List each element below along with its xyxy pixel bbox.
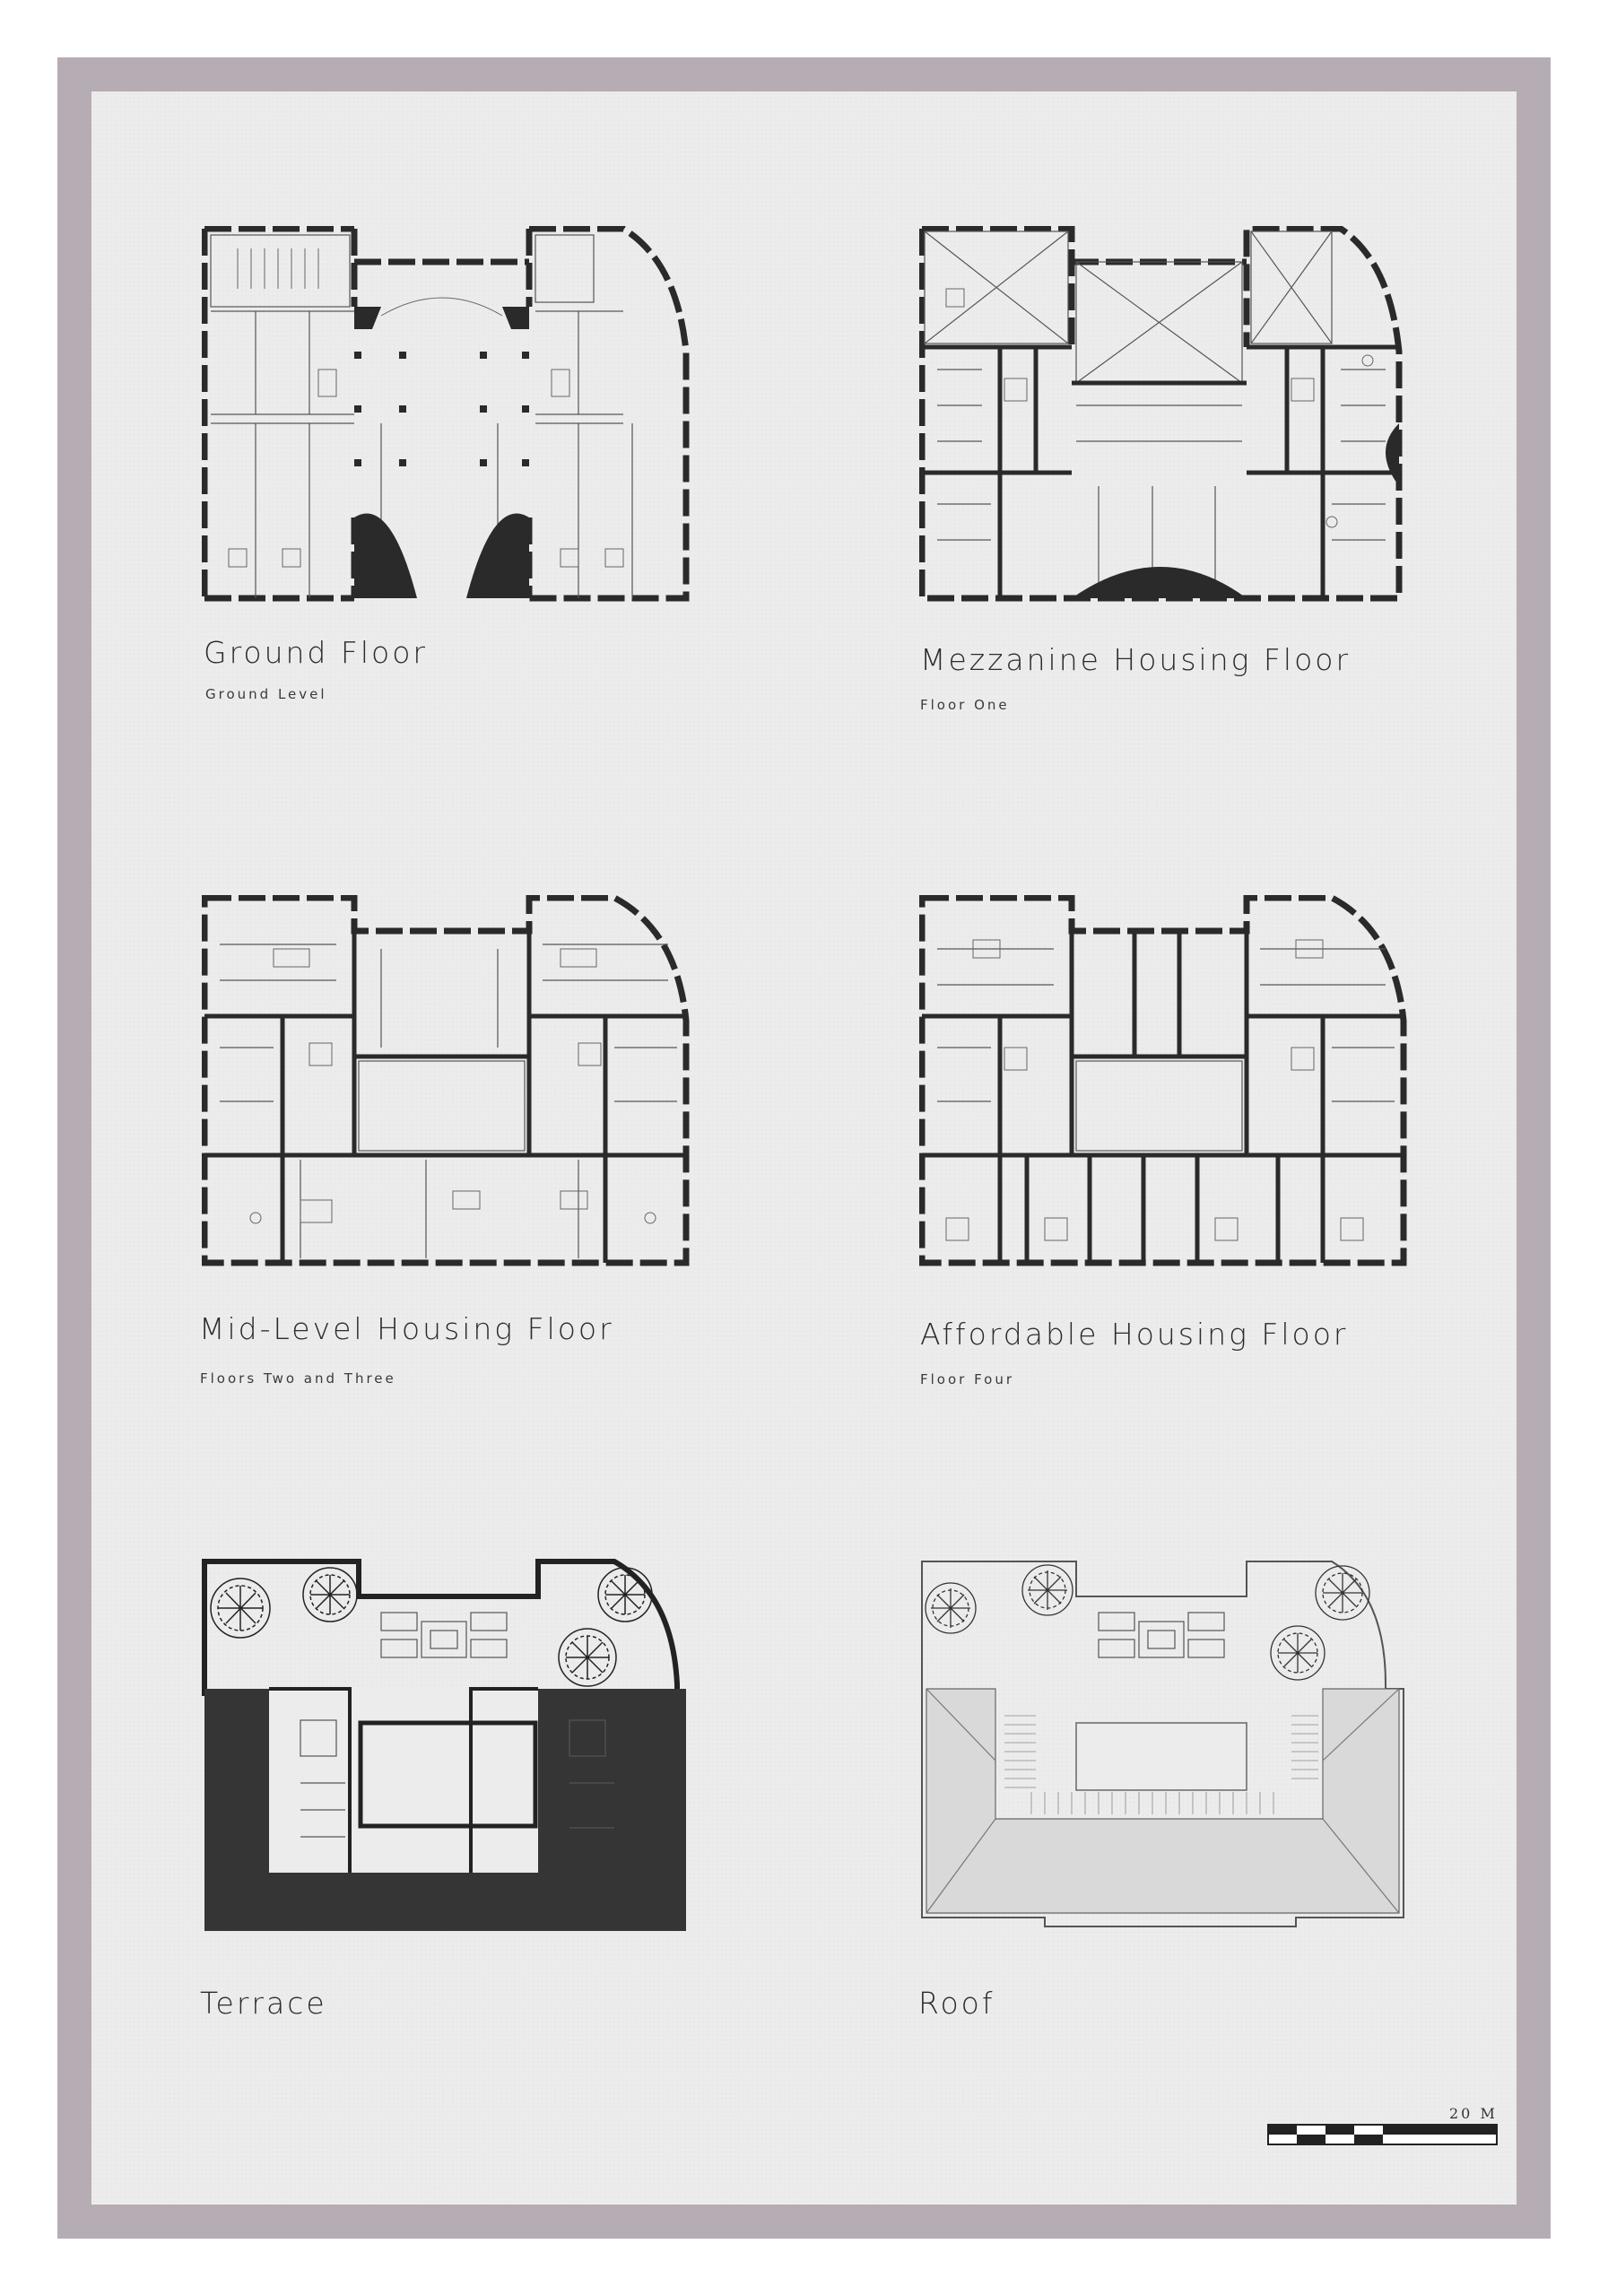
affordable-floor-plan <box>919 895 1412 1272</box>
drawing-subtitle: Ground Level <box>205 686 327 702</box>
drawing-title: Mezzanine Housing Floor <box>920 642 1352 677</box>
roof-plan <box>919 1559 1412 1935</box>
scale-bar <box>1267 2124 1498 2147</box>
drawing-title: Mid-Level Housing Floor <box>199 1311 614 1346</box>
terrace-plan <box>202 1559 695 1935</box>
drawing-title: Ground Floor <box>204 635 428 670</box>
drawing-subtitle: Floor Four <box>920 1371 1015 1387</box>
drawing-title: Terrace <box>200 1986 327 2021</box>
drawing-title: Roof <box>918 1986 995 2021</box>
scale-bar-label: 20 M <box>1449 2105 1498 2122</box>
ground-floor-plan <box>202 226 695 603</box>
drawing-title: Affordable Housing Floor <box>920 1317 1349 1352</box>
mid-level-floor-plan <box>202 895 695 1272</box>
drawing-subtitle: Floor One <box>920 697 1010 713</box>
mezzanine-floor-plan <box>919 226 1412 603</box>
drawing-subtitle: Floors Two and Three <box>200 1370 396 1387</box>
tree-icon <box>211 1568 652 1686</box>
